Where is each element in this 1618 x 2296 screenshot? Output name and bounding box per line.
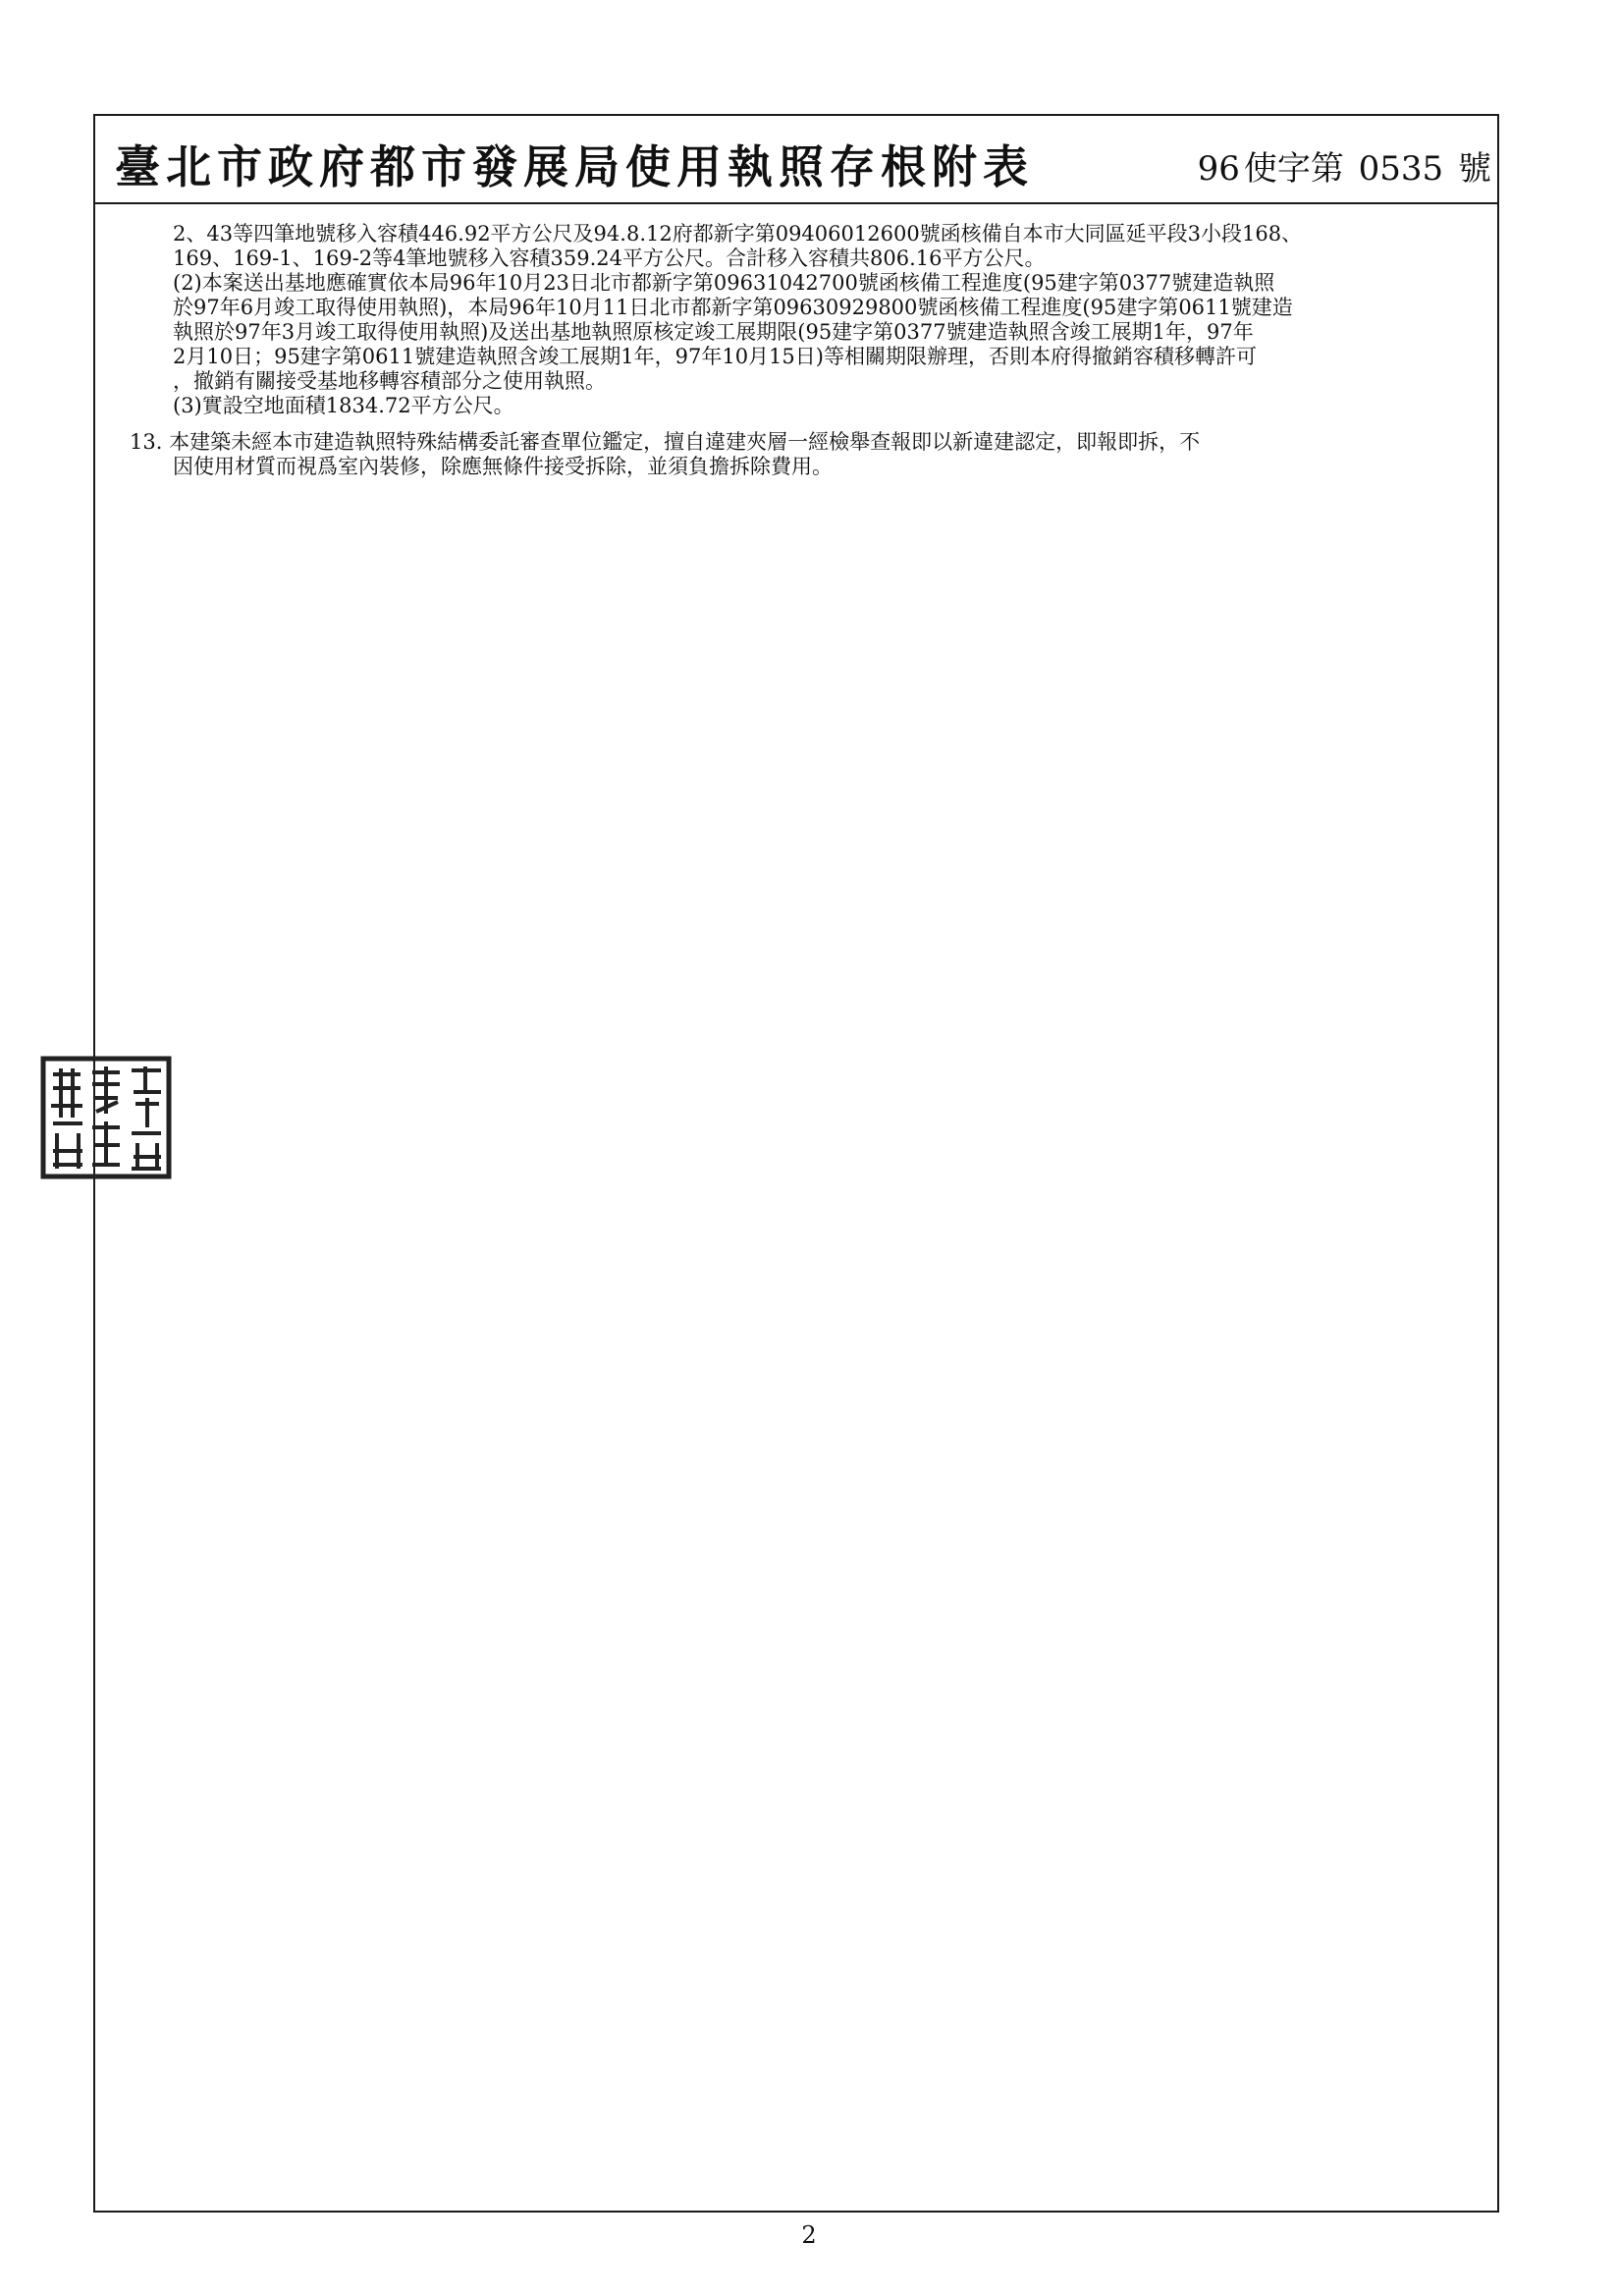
- document-title: 臺北市政府都市發展局使用執照存根附表: [115, 140, 1034, 193]
- permit-char: 使字第: [1243, 149, 1344, 189]
- permit-number: [1194, 141, 1491, 190]
- item-13-line: 因使用材質而視爲室內裝修，除應無條件接受拆除，並須負擔拆除費用。: [173, 455, 833, 478]
- body-text: [116, 222, 1520, 479]
- body-line: (3)實設空地面積1834.72平方公尺。: [173, 394, 514, 417]
- body-line: 執照於97年3月竣工取得使用執照)及送出基地執照原核定竣工展期限(95建字第0377號建造執照含竣工展期1年，97年: [173, 320, 1254, 344]
- seal-icon: [39, 1055, 173, 1180]
- permit-suffix: 號: [1458, 149, 1491, 189]
- permit-year: 96: [1197, 149, 1240, 189]
- permit-serial: 0535: [1358, 149, 1444, 189]
- body-line: ，撤銷有關接受基地移轉容積部分之使用執照。: [173, 369, 606, 393]
- body-line: 2月10日；95建字第0611號建造執照含竣工展期1年，97年10月15日)等相關期限辦理，否則本府得撤銷容積移轉許可: [173, 345, 1257, 368]
- body-line: 於97年6月竣工取得使用執照)，本局96年10月11日北市都新字第09630929800號函核備工程進度(95建字第0611號建造: [173, 296, 1293, 319]
- page-number: 2: [801, 2221, 817, 2249]
- body-line: (2)本案送出基地應確實依本局96年10月23日北市都新字第09631042700號函核備工程進度(95建字第0377號建造執照: [173, 271, 1275, 295]
- title-row: [93, 114, 1499, 204]
- body-line: 2、43等四筆地號移入容積446.92平方公尺及94.8.12府都新字第09406012600號函核備自本市大同區延平段3小段168、: [173, 222, 1303, 246]
- body-line: 169、169-1、169-2等4筆地號移入容積359.24平方公尺。合計移入容積共806.16平方公尺。: [173, 246, 1046, 270]
- official-seal: [39, 1055, 173, 1180]
- item-13-line: 13. 本建築未經本市建造執照特殊結構委託審查單位鑑定，擅自違建夾層一經檢舉查報即以新違建認定，即報即拆，不: [130, 430, 1201, 454]
